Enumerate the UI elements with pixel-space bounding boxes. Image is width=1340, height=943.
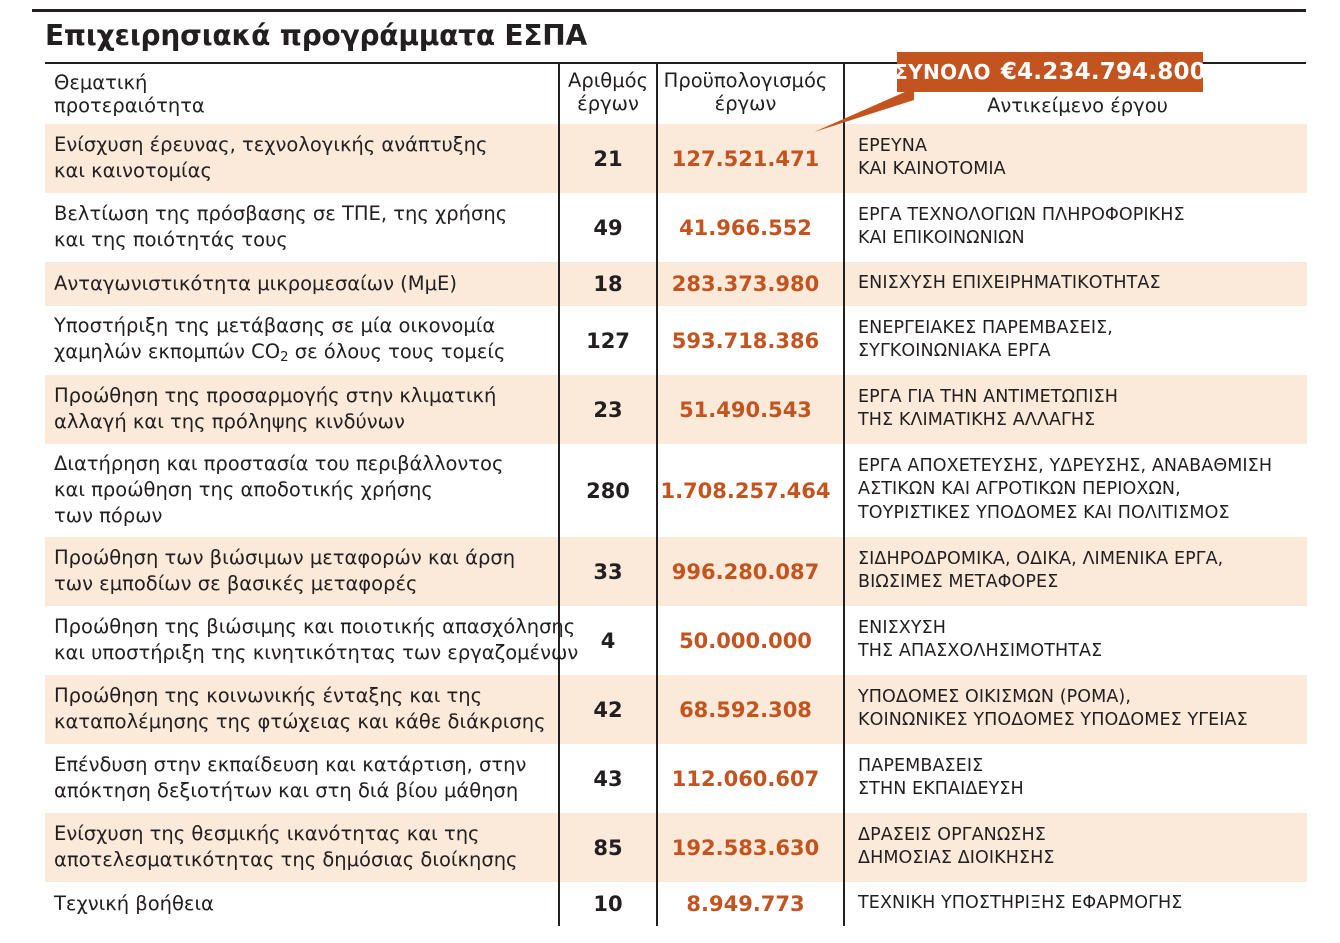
theme-line: και της ποιότητάς τους	[54, 228, 288, 251]
cell-budget	[658, 193, 845, 262]
count-value: 33	[593, 559, 623, 584]
page-title: Επιχειρησιακά προγράμματα ΕΣΠΑ	[45, 19, 587, 52]
cell-object	[845, 193, 1307, 262]
column-header-theme-line1: Θεματική	[54, 71, 148, 95]
budget-value: 593.718.386	[671, 328, 820, 353]
theme-line: Προώθηση της βιώσιμης και ποιοτικής απασχόλησης	[54, 615, 576, 639]
theme-line: και καινοτομίας	[54, 159, 212, 182]
theme-line: και προώθηση της αποδοτικής χρήσης	[54, 478, 433, 502]
cell-theme	[45, 193, 558, 262]
count-value: 127	[586, 328, 630, 353]
object-line: ΠΑΡΕΜΒΑΣΕΙΣ	[858, 755, 984, 776]
cell-count	[558, 124, 658, 193]
espa-table	[45, 64, 1307, 926]
theme-line: χαμηλών εκπομπών $CO_2$ σε όλους τους τομείς	[54, 340, 506, 366]
theme-line: Τεχνική βοήθεια	[54, 891, 214, 915]
count-value: 23	[593, 397, 623, 422]
object-line: ΤΟΥΡΙΣΤΙΚΕΣ ΥΠΟΔΟΜΕΣ ΚΑΙ ΠΟΛΙΤΙΣΜΟΣ	[858, 502, 1230, 523]
total-amount: €4.234.794.800	[1000, 59, 1206, 85]
cell-object	[845, 444, 1307, 537]
table-row	[45, 124, 1307, 193]
cell-count	[558, 675, 658, 744]
cell-object	[845, 375, 1307, 444]
cell-budget	[658, 375, 845, 444]
cell-count	[558, 744, 658, 813]
total-label: ΣΥΝΟΛΟ	[894, 60, 991, 84]
cell-theme	[45, 882, 558, 926]
cell-theme	[45, 444, 558, 537]
column-header-count	[558, 64, 658, 124]
object-line: ΚΑΙ ΚΑΙΝΟΤΟΜΙΑ	[858, 159, 1006, 179]
cell-object	[845, 537, 1307, 606]
object-line: ΒΙΩΣΙΜΕΣ ΜΕΤΑΦΟΡΕΣ	[858, 572, 1059, 592]
cell-object	[845, 813, 1307, 882]
theme-line: των εμποδίων σε βασικές μεταφορές	[54, 572, 418, 595]
cell-budget	[658, 744, 845, 813]
cell-theme	[45, 813, 558, 882]
theme-line: Προώθηση της κοινωνικής ένταξης και της	[54, 684, 483, 708]
cell-budget	[658, 306, 845, 375]
object-line: ΕΝΙΣΧΥΣΗ	[858, 617, 947, 638]
column-header-budget-line2: έργων	[714, 91, 777, 115]
object-line: ΕΡΕΥΝΑ	[858, 135, 928, 156]
object-line: ΤΗΣ ΑΠΑΣΧΟΛΗΣΙΜΟΤΗΤΑΣ	[858, 641, 1103, 661]
theme-line: Επένδυση στην εκπαίδευση και κατάρτιση, στην	[54, 753, 527, 777]
theme-line: και υποστήριξη της κινητικότητας των εργαζομένων	[54, 641, 579, 664]
table-row	[45, 262, 1307, 306]
cell-object	[845, 124, 1307, 193]
budget-value: 996.280.087	[671, 559, 820, 584]
count-value: 18	[593, 272, 623, 296]
cell-count	[558, 306, 658, 375]
object-line: ΚΟΙΝΩΝΙΚΕΣ ΥΠΟΔΟΜΕΣ ΥΠΟΔΟΜΕΣ ΥΓΕΙΑΣ	[858, 710, 1248, 730]
budget-value: 1.708.257.464	[660, 478, 831, 503]
count-value: 280	[586, 478, 630, 503]
total-callout	[894, 52, 1206, 92]
cell-count	[558, 375, 658, 444]
column-header-count-line1: Αριθμός	[567, 69, 649, 92]
object-line: ΤΕΧΝΙΚΗ ΥΠΟΣΤΗΡΙΞΗΣ ΕΦΑΡΜΟΓΗΣ	[858, 892, 1183, 913]
cell-object	[845, 306, 1307, 375]
table-row	[45, 537, 1307, 606]
cell-object	[845, 606, 1307, 675]
theme-line: καταπολέμησης της φτώχειας και κάθε διάκρισης	[54, 710, 546, 733]
theme-line: Βελτίωση της πρόσβασης σε ΤΠΕ, της χρήσης	[54, 202, 508, 226]
object-line: ΔΡΑΣΕΙΣ ΟΡΓΑΝΩΣΗΣ	[858, 824, 1046, 845]
theme-line: αλλαγή και της πρόληψης κινδύνων	[54, 410, 405, 433]
cell-theme	[45, 375, 558, 444]
cell-count	[558, 444, 658, 537]
object-line: ΣΤΗΝ ΕΚΠΑΙΔΕΥΣΗ	[858, 779, 1024, 799]
object-line: ΥΠΟΔΟΜΕΣ ΟΙΚΙΣΜΩΝ (ΡΟΜΑ),	[858, 686, 1132, 707]
theme-line: Ενίσχυση έρευνας, τεχνολογικής ανάπτυξης	[54, 133, 488, 157]
cell-count	[558, 813, 658, 882]
cell-budget	[658, 675, 845, 744]
column-header-theme	[45, 64, 558, 124]
object-line: ΚΑΙ ΕΠΙΚΟΙΝΩΝΙΩΝ	[858, 228, 1025, 248]
cell-budget	[658, 813, 845, 882]
theme-line: Ενίσχυση της θεσμικής ικανότητας και της	[54, 822, 480, 846]
object-line: ΔΗΜΟΣΙΑΣ ΔΙΟΙΚΗΣΗΣ	[858, 848, 1055, 868]
cell-budget	[658, 262, 845, 306]
theme-line: αποτελεσματικότητας της δημόσιας διοίκησης	[54, 848, 518, 871]
cell-count	[558, 882, 658, 926]
callout-tail	[814, 88, 914, 132]
theme-line: απόκτηση δεξιοτήτων και στη διά βίου μάθηση	[54, 779, 519, 802]
object-line: ΕΝΙΣΧΥΣΗ ΕΠΙΧΕΙΡΗΜΑΤΙΚΟΤΗΤΑΣ	[858, 272, 1161, 293]
theme-line: Υποστήριξη της μετάβασης σε μία οικονομία	[54, 314, 496, 338]
object-line: ΕΝΕΡΓΕΙΑΚΕΣ ΠΑΡΕΜΒΑΣΕΙΣ,	[858, 317, 1113, 338]
cell-theme	[45, 744, 558, 813]
object-line: ΣΥΓΚΟΙΝΩΝΙΑΚΑ ΕΡΓΑ	[858, 341, 1051, 361]
column-header-theme-line2: προτεραιότητα	[54, 94, 205, 117]
column-header-budget-line1: Προϋπολογισμός	[663, 69, 828, 92]
cell-theme	[45, 537, 558, 606]
column-header-object-label: Αντικείμενο έργου	[987, 94, 1168, 118]
table-row	[45, 375, 1307, 444]
budget-value: 50.000.000	[679, 628, 812, 653]
budget-value: 127.521.471	[671, 146, 820, 171]
object-line: ΕΡΓΑ ΓΙΑ ΤΗΝ ΑΝΤΙΜΕΤΩΠΙΣΗ	[858, 386, 1119, 407]
table-row	[45, 606, 1307, 675]
table-row	[45, 744, 1307, 813]
theme-line: Προώθηση της προσαρμογής στην κλιματική	[54, 384, 497, 408]
table-body	[45, 124, 1307, 926]
budget-value: 283.373.980	[671, 272, 820, 296]
object-line: ΑΣΤΙΚΩΝ ΚΑΙ ΑΓΡΟΤΙΚΩΝ ΠΕΡΙΟΧΩΝ,	[858, 479, 1181, 500]
object-line: ΕΡΓΑ ΤΕΧΝΟΛΟΓΙΩΝ ΠΛΗΡΟΦΟΡΙΚΗΣ	[858, 204, 1185, 225]
count-value: 42	[593, 697, 623, 722]
total-callout-text	[894, 52, 1206, 92]
table-row	[45, 675, 1307, 744]
cell-count	[558, 606, 658, 675]
budget-value: 68.592.308	[679, 697, 812, 722]
object-line: ΤΗΣ ΚΛΙΜΑΤΙΚΗΣ ΑΛΛΑΓΗΣ	[858, 410, 1096, 430]
cell-budget	[658, 124, 845, 193]
table-row	[45, 813, 1307, 882]
cell-count	[558, 193, 658, 262]
budget-value: 192.583.630	[671, 835, 820, 860]
count-value: 4	[600, 628, 616, 653]
theme-line: Ανταγωνιστικότητα μικρομεσαίων (ΜμΕ)	[54, 271, 457, 295]
cell-budget	[658, 882, 845, 926]
theme-line: Προώθηση των βιώσιμων μεταφορών και άρση	[54, 546, 516, 570]
cell-object	[845, 882, 1307, 926]
cell-theme	[45, 306, 558, 375]
table-row	[45, 306, 1307, 375]
table-row	[45, 444, 1307, 537]
table-row	[45, 193, 1307, 262]
cell-object	[845, 262, 1307, 306]
theme-line: των πόρων	[54, 503, 163, 527]
column-header-count-line2: έργων	[577, 91, 639, 115]
count-value: 49	[593, 215, 623, 240]
cell-object	[845, 675, 1307, 744]
cell-theme	[45, 606, 579, 675]
count-value: 21	[593, 146, 623, 171]
count-value: 43	[593, 766, 623, 791]
cell-object	[845, 744, 1307, 813]
budget-value: 41.966.552	[679, 215, 812, 240]
cell-count	[558, 537, 658, 606]
cell-theme	[45, 262, 558, 306]
cell-count	[558, 262, 658, 306]
cell-budget	[658, 537, 845, 606]
budget-value: 112.060.607	[671, 766, 820, 791]
budget-value: 51.490.543	[679, 397, 812, 422]
cell-budget	[658, 444, 845, 537]
object-line: ΕΡΓΑ ΑΠΟΧΕΤΕΥΣΗΣ, ΥΔΡΕΥΣΗΣ, ΑΝΑΒΑΘΜΙΣΗ	[858, 455, 1273, 476]
cell-budget	[658, 606, 845, 675]
table-row	[45, 882, 1307, 926]
theme-line: Διατήρηση και προστασία του περιβάλλοντος	[54, 452, 504, 476]
budget-value: 8.949.773	[686, 892, 805, 916]
cell-theme	[45, 675, 558, 744]
count-value: 85	[593, 835, 623, 860]
top-rule	[32, 9, 1306, 12]
cell-theme	[45, 124, 558, 193]
count-value: 10	[593, 892, 623, 916]
object-line: ΣΙΔΗΡΟΔΡΟΜΙΚΑ, ΟΔΙΚΑ, ΛΙΜΕΝΙΚΑ ΕΡΓΑ,	[858, 548, 1224, 569]
